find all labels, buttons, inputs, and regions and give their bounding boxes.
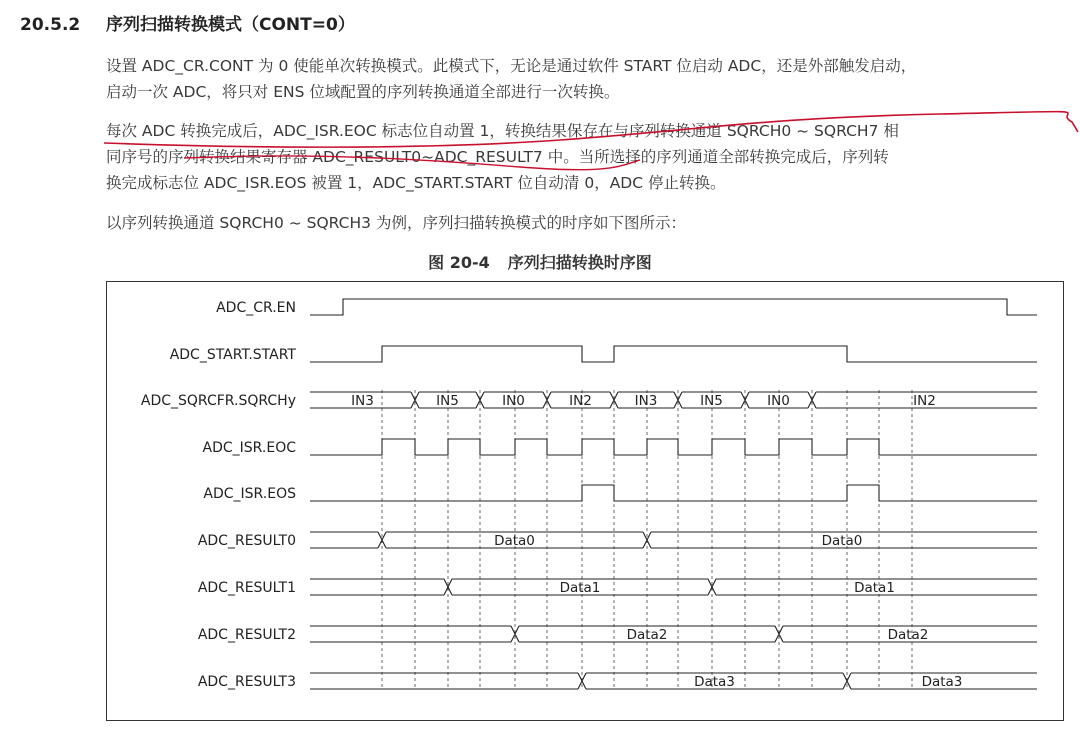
wave-1 [310, 346, 1037, 362]
figure-number: 图 20-4 [428, 253, 490, 272]
para2-line2: 同序号的序列转换结果寄存器 ADC_RESULT0~ADC_RESULT7 中。当所选择的序列通道全部转换完成后，序列转 [106, 148, 889, 166]
para2-line1: 每次 ADC 转换完成后，ADC_ISR.EOC 标志位自动置 1，转换结果保存在与序列转换通道 SQRCH0 ~ SQRCH7 相 [106, 122, 899, 140]
bus-value-2-4: IN3 [634, 393, 658, 409]
bus-value-7-2: Data2 [887, 627, 929, 643]
signal-labels [141, 300, 297, 690]
signal-label-adc-cr-en: ADC_CR.EN [216, 300, 296, 316]
bus-value-5-2: Data0 [821, 533, 863, 549]
signal-label-adc-result0: ADC_RESULT0 [197, 533, 296, 549]
waveforms [310, 299, 1037, 690]
paragraph-2 [106, 118, 1066, 196]
bus-value-8-2: Data3 [921, 674, 963, 690]
para1-line2: 启动一次 ADC，将只对 ENS 位域配置的序列转换通道全部进行一次转换。 [106, 83, 620, 101]
bus-5 [310, 532, 1037, 548]
bus-value-2-0: IN3 [351, 393, 374, 409]
bus-value-6-2: Data1 [854, 580, 895, 596]
paragraph-1 [106, 53, 1066, 105]
bus-value-2-5: IN5 [700, 393, 723, 409]
bus-value-8-1: Data3 [694, 674, 735, 690]
bus-value-5-1: Data0 [494, 533, 535, 549]
signal-label-adc-start-start: ADC_START.START [169, 347, 296, 363]
bus-value-7-1: Data2 [626, 627, 668, 643]
bus-6 [310, 579, 1037, 595]
para1-line1: 设置 ADC_CR.CONT 为 0 使能单次转换模式。此模式下，无论是通过软件 START 位启动 ADC，还是外部触发启动， [106, 57, 917, 75]
para3-line1: 以序列转换通道 SQRCH0 ~ SQRCH3 为例，序列扫描转换模式的时序如下图所示： [106, 214, 686, 232]
bus-value-2-2: IN0 [502, 393, 525, 409]
paragraph-3 [106, 210, 1066, 236]
signal-label-adc-isr-eoc: ADC_ISR.EOC [202, 440, 296, 456]
signal-label-adc-result1: ADC_RESULT1 [197, 580, 296, 596]
bus-value-6-1: Data1 [559, 580, 601, 596]
section-heading [20, 10, 355, 35]
signal-label-adc-sqrcfr-sqrchy: ADC_SQRCFR.SQRCHy [140, 393, 296, 409]
signal-label-adc-result2: ADC_RESULT2 [197, 627, 296, 643]
timing-diagram [106, 281, 1064, 721]
bus-value-2-7: IN2 [913, 393, 936, 409]
signal-label-adc-isr-eos: ADC_ISR.EOS [203, 486, 296, 502]
bus-value-2-1: IN5 [436, 393, 459, 409]
signal-label-adc-result3: ADC_RESULT3 [197, 674, 296, 690]
wave-0 [310, 299, 1037, 315]
wave-4 [310, 485, 1037, 501]
bus-value-2-6: IN0 [767, 393, 790, 409]
figure-title: 序列扫描转换时序图 [507, 253, 652, 272]
figure-caption [0, 250, 1080, 273]
section-title: 序列扫描转换模式（CONT=0） [106, 15, 355, 35]
section-number: 20.5.2 [20, 15, 81, 35]
wave-3 [310, 439, 1037, 455]
para2-line3: 换完成标志位 ADC_ISR.EOS 被置 1，ADC_START.START 位自动清 0，ADC 停止转换。 [106, 174, 726, 192]
bus-value-2-3: IN2 [569, 393, 592, 409]
